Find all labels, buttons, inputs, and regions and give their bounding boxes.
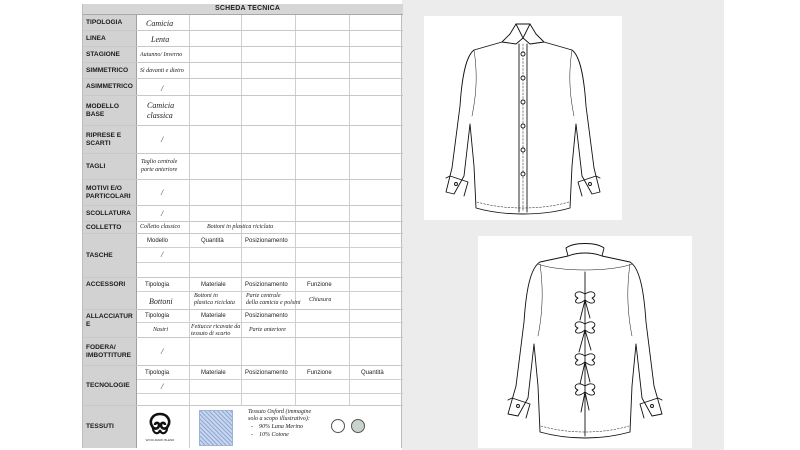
row-label-line1: ALLACCIATUR — [86, 313, 133, 320]
shirt-back-sketch — [478, 236, 692, 448]
col-header: Materiale — [201, 313, 226, 319]
row-label: TIPOLOGIA — [83, 15, 137, 30]
col-header: Posizionamento — [245, 313, 288, 319]
row-stagione — [83, 47, 403, 63]
fastening-type: Nastri — [153, 327, 169, 333]
row-value-line2: parte anteriore — [141, 167, 178, 173]
row-label: TESSUTI — [83, 406, 137, 448]
col-header: Quantità — [361, 370, 384, 376]
row-modello-base — [83, 96, 403, 126]
row-label: STAGIONE — [83, 47, 137, 62]
row-riprese — [83, 126, 403, 154]
col-header: Funzione — [307, 282, 332, 288]
accessory-position-line1: Parte centrale — [246, 293, 281, 299]
row-label: TAGLI — [83, 154, 137, 179]
row-allacciature — [83, 310, 403, 338]
row-label: RIPRESE E SCARTI — [83, 126, 137, 153]
row-fodera — [83, 338, 403, 366]
fabric-bullet: - — [251, 432, 253, 438]
row-label — [83, 310, 137, 337]
row-value: / — [161, 382, 164, 391]
row-tagli — [83, 154, 403, 180]
fastening-material-line1: Fettucce ricavate da — [191, 324, 241, 330]
row-label: COLLETTO — [83, 222, 137, 233]
row-value-line1: Camicia — [147, 101, 175, 110]
row-label-line2: E — [86, 321, 91, 328]
col-header: Posizionamento — [245, 238, 288, 244]
fastening-position: Parte anteriore — [249, 327, 286, 333]
row-label: ACCESSORI — [83, 278, 137, 309]
row-label: ASIMMETRICO — [83, 79, 137, 95]
row-value: Lenta — [151, 35, 170, 44]
row-label: TASCHE — [83, 234, 137, 277]
shirt-front-sketch — [424, 16, 622, 220]
col-header: Tipologia — [145, 370, 170, 376]
row-label-line1: FODERA/ — [86, 343, 116, 351]
col-header: Materiale — [201, 282, 226, 288]
row-label: MODELLO BASE — [83, 96, 137, 125]
woolmark-icon — [143, 410, 177, 444]
col-header: Funzione — [307, 370, 332, 376]
color-swatch-sage — [351, 419, 365, 433]
row-tecnologie — [83, 366, 403, 406]
row-label: SIMMETRICO — [83, 63, 137, 78]
woolmark-text: WOOLMARK BLEND — [145, 438, 175, 442]
row-label: MOTIVI E/O PARTICOLARI — [83, 180, 137, 205]
shirt-back-sketch-panel — [478, 236, 692, 448]
fabric-desc-line4: 10% Cotone — [259, 432, 289, 438]
row-tessuti — [83, 406, 403, 448]
col-header: Quantità — [201, 238, 224, 244]
row-accessori — [83, 278, 403, 310]
col-header: Materiale — [201, 370, 226, 376]
col-header: Tipologia — [145, 282, 170, 288]
row-label: LINEA — [83, 31, 137, 46]
row-scollatura — [83, 206, 403, 222]
color-swatch-white — [331, 419, 345, 433]
row-asimmetrico — [83, 79, 403, 96]
col-header: Posizionamento — [245, 370, 288, 376]
accessory-material-line2: plastica riciclata — [194, 300, 235, 306]
woolmark-logo — [143, 410, 177, 444]
row-label-line2: IMBOTTITURE — [86, 351, 132, 359]
row-tasche — [83, 234, 403, 278]
fastening-material-line2: tessuto di scarto — [191, 331, 231, 337]
tech-sheet-table — [82, 4, 402, 448]
fabric-bullet: - — [251, 424, 253, 430]
accessory-material-line1: Bottoni in — [194, 293, 218, 299]
row-value: / — [161, 135, 164, 144]
accessory-position-line2: della camicia e polsini — [246, 300, 301, 306]
fabric-desc-line3: 90% Lana Merino — [259, 424, 303, 430]
row-label — [83, 338, 137, 365]
oxford-fabric-swatch — [199, 410, 233, 446]
accessory-type: Bottoni — [149, 297, 173, 306]
sheet-title: SCHEDA TECNICA — [215, 5, 281, 12]
row-value-line1: Taglio centrale — [141, 159, 178, 165]
row-extra: Bottoni in plastica riciclata — [207, 224, 274, 230]
row-linea — [83, 31, 403, 47]
row-value: / — [161, 188, 164, 197]
col-header: Modello — [147, 238, 169, 244]
row-value: / — [161, 84, 164, 93]
row-motivi — [83, 180, 403, 206]
row-simmetrico — [83, 63, 403, 79]
row-value: / — [161, 209, 164, 218]
row-tipologia — [83, 15, 403, 31]
row-label: TECNOLOGIE — [83, 366, 137, 405]
sheet-title-bar — [83, 4, 403, 15]
row-value: / — [161, 347, 164, 356]
row-value: Sì davanti e dietro — [140, 68, 184, 74]
col-header: Tipologia — [145, 313, 170, 319]
row-value-line2: classica — [147, 111, 173, 120]
row-value: Camicia — [146, 19, 174, 28]
row-colletto — [83, 222, 403, 234]
row-value: Colletto classico — [140, 224, 181, 230]
shirt-front-sketch-panel — [424, 16, 622, 220]
row-value: Autunno/ Inverno — [140, 52, 183, 58]
fabric-desc-line1: Tessuto Oxford (immagine — [248, 409, 312, 415]
row-label: SCOLLATURA — [83, 206, 137, 221]
row-value: / — [161, 250, 164, 259]
fabric-desc-line2: solo a scopo illustrativo): — [248, 416, 310, 422]
col-header: Posizionamento — [245, 282, 288, 288]
accessory-function: Chiusura — [309, 297, 332, 303]
